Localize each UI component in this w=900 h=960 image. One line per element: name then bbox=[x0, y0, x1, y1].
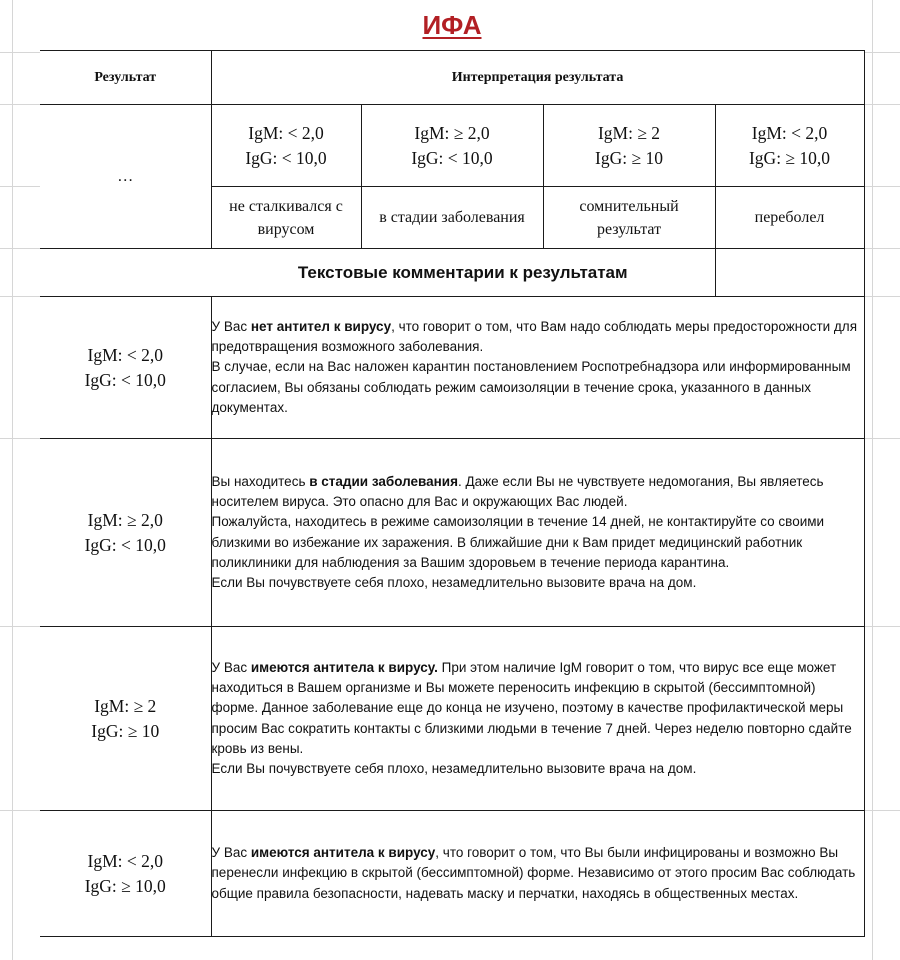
igg-value: IgG: < 10,0 bbox=[84, 369, 166, 390]
comment-paragraph: Вы находитесь в стадии заболевания. Даже если Вы не чувствуете недомогания, Вы являетесь носителем вируса. Это опасно для Вас и окружающих Вас людей. bbox=[211, 473, 824, 510]
comment-code-cell bbox=[40, 811, 211, 937]
comment-text-cell bbox=[211, 297, 864, 439]
combinations-row bbox=[40, 105, 864, 187]
igg-value: IgG: ≥ 10,0 bbox=[748, 147, 831, 168]
combination-cell-2 bbox=[361, 105, 543, 187]
igm-value: IgM: < 2,0 bbox=[87, 344, 163, 365]
comment-code-cell bbox=[40, 627, 211, 811]
document-page bbox=[40, 0, 864, 960]
sheet-gridlines-left bbox=[0, 0, 40, 960]
igm-value: IgM: ≥ 2,0 bbox=[414, 122, 490, 143]
comment-row bbox=[40, 811, 864, 937]
igm-value: IgM: < 2,0 bbox=[87, 850, 163, 871]
interpretation-line: вирусом bbox=[257, 220, 315, 238]
igg-value: IgG: < 10,0 bbox=[84, 534, 166, 555]
page-title: ИФА bbox=[422, 10, 482, 40]
combination-cell-3 bbox=[543, 105, 715, 187]
igm-value: IgM: < 2,0 bbox=[248, 122, 324, 143]
comment-paragraph: У Вас имеются антитела к вирусу. При этом наличие IgM говорит о том, что вирус все еще может находиться в Вашем организме и Вы можете переносить инфекцию в скрытой (бессимптомной) форме. Данное заболевание еще до конца не изучено, поэтому в качестве профилактической меры просим Вас сократить контакты с близкими людьми в течение 7 дней. Через неделю повторно сдайте кровь из вены. bbox=[211, 659, 852, 756]
comment-text-cell bbox=[211, 439, 864, 627]
comment-row bbox=[40, 627, 864, 811]
interpretation-cell-4 bbox=[715, 187, 864, 249]
interpretation-line: в стадии заболевания bbox=[379, 209, 525, 226]
combination-cell-4 bbox=[715, 105, 864, 187]
comments-header-spacer bbox=[40, 249, 211, 297]
results-table bbox=[40, 50, 865, 937]
comment-paragraph: Если Вы почувствуете себя плохо, незамедлительно вызовите врача на дом. bbox=[211, 574, 697, 590]
igm-value: IgM: ≥ 2,0 bbox=[87, 509, 163, 530]
interpretation-line: переболел bbox=[754, 209, 825, 226]
igg-value: IgG: ≥ 10 bbox=[595, 147, 663, 168]
interpretation-column-header: Интерпретация результата bbox=[211, 51, 864, 105]
comment-code-cell bbox=[40, 297, 211, 439]
igg-value: IgG: < 10,0 bbox=[245, 147, 327, 168]
comment-paragraph: Пожалуйста, находитесь в режиме самоизоляции в течение 14 дней, не контактируйте со своими близкими во избежание их заражения. В ближайшие дни к Вам придет медицинский работник поликлиники для наблюдения за Вашим здоровьем в течение периода карантина. bbox=[211, 514, 825, 570]
combination-cell-1 bbox=[211, 105, 361, 187]
comment-row bbox=[40, 439, 864, 627]
interpretation-line: результат bbox=[596, 220, 662, 238]
comment-paragraph: У Вас имеются антитела к вирусу, что говорит о том, что Вы были инфицированы и возможно Вы перенесли инфекцию в скрытой (бессимптомной) форме. Независимо от этого просим Вас соблюдать общие правила безопасности, надевать маску и перчатки, находясь в общественных местах. bbox=[211, 845, 856, 901]
comment-row bbox=[40, 297, 864, 439]
interpretation-line: сомнительный bbox=[579, 197, 679, 215]
comment-paragraph: В случае, если на Вас наложен карантин постановлением Роспотребнадзора или информированным согласием, Вы обязаны соблюдать режим самоизоляции в течение срока, указанного в данных документах. bbox=[211, 359, 851, 415]
interpretation-line: не сталкивался с bbox=[229, 197, 343, 215]
result-column-header: Результат bbox=[40, 51, 211, 105]
interpretation-cell-3 bbox=[543, 187, 715, 249]
comment-text-cell bbox=[211, 811, 864, 937]
comments-header-row bbox=[40, 249, 864, 297]
igm-value: IgM: ≥ 2 bbox=[94, 695, 157, 716]
comment-code-cell bbox=[40, 439, 211, 627]
igg-value: IgG: ≥ 10,0 bbox=[84, 875, 166, 896]
comments-section-title: Текстовые комментарии к результатам bbox=[211, 249, 715, 297]
igg-value: IgG: < 10,0 bbox=[411, 147, 493, 168]
igm-value: IgM: < 2,0 bbox=[751, 122, 828, 143]
comment-paragraph: Если Вы почувствуете себя плохо, незамедлительно вызовите врача на дом. bbox=[211, 760, 697, 776]
igm-value: IgM: ≥ 2 bbox=[597, 122, 661, 143]
comments-header-empty bbox=[715, 249, 864, 297]
interpretation-cell-2 bbox=[361, 187, 543, 249]
igg-value: IgG: ≥ 10 bbox=[91, 720, 160, 741]
comment-text-cell bbox=[211, 627, 864, 811]
comment-paragraph: У Вас нет антител к вирусу, что говорит о том, что Вам надо соблюдать меры предосторожности для предотвращения возможного заболевания. bbox=[211, 318, 857, 355]
placeholder-cell: … bbox=[40, 105, 211, 249]
interpretation-cell-1 bbox=[211, 187, 361, 249]
header-row bbox=[40, 51, 864, 105]
